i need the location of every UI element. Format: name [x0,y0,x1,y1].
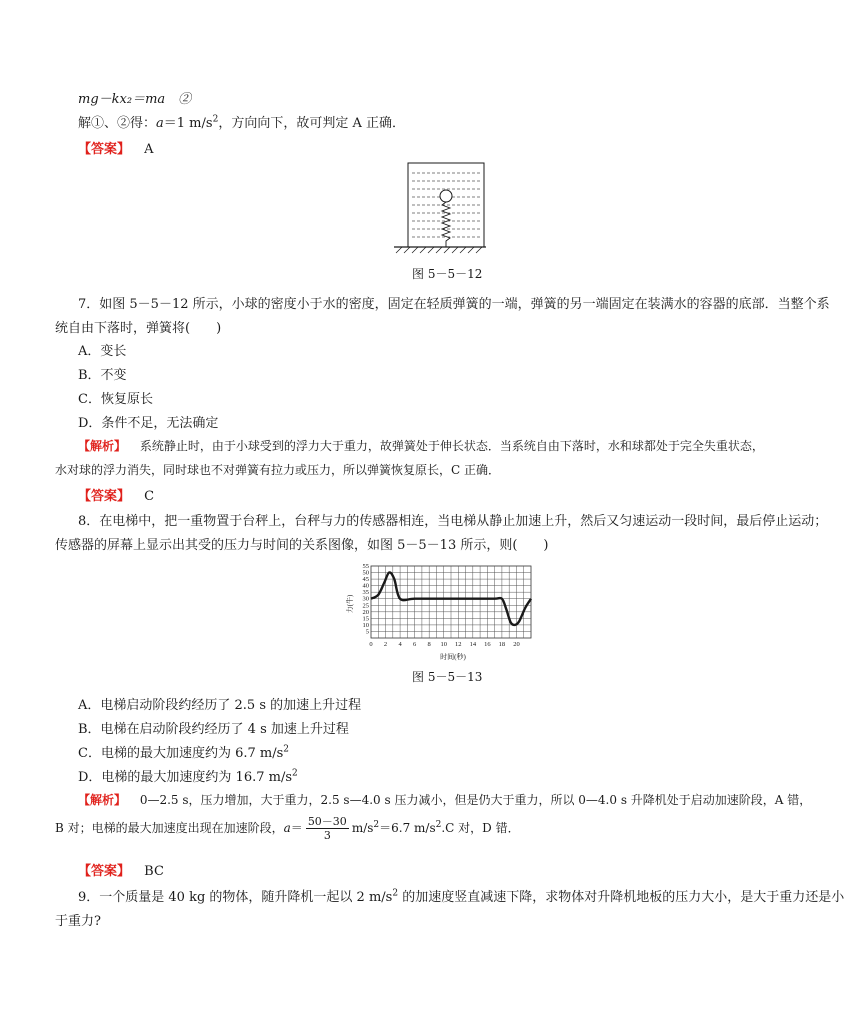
acceleration-fraction [306,815,349,842]
question-9-exponent: 2 [392,888,399,899]
question-7-line2: 统自由下落时，弹簧将( ) [55,321,222,336]
explanation-tag: 【解析】 [78,439,127,453]
option-d-exponent: 2 [292,768,298,779]
x-tick-label: 16 [484,641,491,648]
option-d-text: D．电梯的最大加速度约为 16.7 m/s [78,770,293,785]
explanation-result: ＝6.7 m/s [379,821,436,835]
chart-x-axis-label: 时间(秒) [440,653,466,661]
figure-spring-container [390,160,490,260]
question-9-text-end: 的加速度竖直减速下降，求物体对升降机地板的压力大小，是大于重力还是小 [398,890,845,905]
solution-var-a: a [156,116,164,131]
answer-line-6 [78,138,154,157]
answer-tag: 【答案】 [78,864,131,879]
answer-line-8 [78,860,164,879]
explanation-unit: m/s [351,821,374,835]
solution-text-suffix: ，方向向下，故可判定 A 正确． [218,116,405,131]
y-tick-label: 20 [362,608,369,616]
figure-caption-13: 图 5－5－13 [412,670,483,684]
x-tick-label: 18 [498,641,506,648]
x-tick-label: 20 [513,641,520,648]
answer-value: C [144,489,155,504]
explanation-exponent-1: 2 [373,820,380,830]
x-tick-label: 12 [455,641,462,648]
question-8-line2: 传感器的屏幕上显示出其受的压力与时间的关系图像，如图 5－5－13 所示，则( ) [55,538,549,553]
answer-tag: 【答案】 [78,489,131,504]
figure-caption-12: 图 5－5－12 [412,267,483,281]
question-7-option-b: B．不变 [78,368,127,383]
fraction-denominator: 3 [323,829,331,842]
x-tick-label: 0 [369,641,373,648]
solution-text-prefix: 解①、②得： [78,116,157,131]
question-9-line2: 于重力? [55,914,101,929]
question-8-option-d [78,766,298,785]
explanation-equals: ＝ [290,821,303,835]
answer-value: A [144,142,154,157]
y-tick-label: 55 [362,563,369,570]
x-tick-label: 8 [427,641,431,648]
explanation-var-a: a [283,821,291,835]
answer-value: BC [144,864,164,879]
explanation-7-line1 [78,437,764,454]
x-tick-label: 14 [469,641,477,648]
y-tick-label: 35 [362,589,369,597]
chart-grid [371,566,531,638]
explanation-text-end: .C 对，D 错． [441,821,520,835]
y-tick-label: 40 [362,582,369,590]
equation-2: mg－kx₂＝ma ② [78,92,192,107]
explanation-text: 0—2.5 s，压力增加，大于重力，2.5 s—4.0 s 压力减小，但是仍大于重力，所以 0—4.0 s 升降机处于启动加速阶段，A 错， [139,793,812,807]
chart-y-ticks [363,563,370,635]
question-8-option-a: A．电梯启动阶段约经历了 2.5 s 的加速上升过程 [78,698,362,713]
question-8-line1: 8．在电梯中，把一重物置于台秤上，台秤与力的传感器相连，当电梯从静止加速上升，然后又匀速运动一段时间，最后停止运动； [78,514,828,529]
explanation-text-start: B 对；电梯的最大加速度出现在加速阶段， [55,821,284,835]
option-c-text: C．电梯的最大加速度约为 6.7 m/s [78,746,284,761]
answer-tag: 【答案】 [78,142,131,157]
question-7-option-a: A．变长 [78,344,127,359]
chart-y-axis-label: 力(牛) [346,594,354,614]
explanation-8-line2 [55,815,520,842]
option-c-exponent: 2 [283,744,289,755]
ball-shape [440,190,452,202]
explanation-exponent-2: 2 [435,820,442,830]
solution-line [78,112,405,131]
y-tick-label: 25 [362,602,369,610]
explanation-text: 系统静止时，由于小球受到的浮力大于重力，故弹簧处于伸长状态．当系统自由下落时，水和球都处于完全失重状态， [139,439,764,453]
question-7-option-d: D．条件不足，无法确定 [78,416,219,431]
answer-line-7 [78,485,154,504]
y-tick-label: 50 [362,569,369,577]
force-time-chart [345,562,535,662]
explanation-7-line2: 水对球的浮力消失，同时球也不对弹簧有拉力或压力，所以弹簧恢复原长，C 正确． [55,463,500,477]
y-tick-label: 10 [362,621,369,629]
chart-x-ticks [369,641,519,648]
question-7-option-c: C．恢复原长 [78,392,153,407]
x-tick-label: 6 [413,641,417,648]
y-tick-label: 5 [365,628,369,636]
solution-exponent: 2 [212,114,219,125]
x-tick-label: 2 [383,641,388,648]
question-7-line1: 7．如图 5－5－12 所示，小球的密度小于水的密度，固定在轻质弹簧的一端，弹簧的另一端固定在装满水的容器的底部．当整个系 [78,297,830,312]
spring-shape [442,202,450,247]
explanation-tag: 【解析】 [78,793,127,807]
x-tick-label: 10 [440,641,447,648]
question-9-text-start: 9．一个质量是 40 kg 的物体，随升降机一起以 2 m/s [78,890,393,905]
y-tick-label: 15 [362,615,369,623]
solution-value: ＝1 m/s [163,116,213,131]
fraction-numerator: 50－30 [307,815,347,828]
question-9-line1 [78,886,844,905]
y-tick-label: 45 [362,576,369,584]
question-8-option-b: B．电梯在启动阶段约经历了 4 s 加速上升过程 [78,722,349,737]
x-tick-label: 4 [398,641,402,648]
explanation-8-line1 [78,791,811,808]
y-tick-label: 30 [362,595,369,603]
question-8-option-c [78,742,289,761]
